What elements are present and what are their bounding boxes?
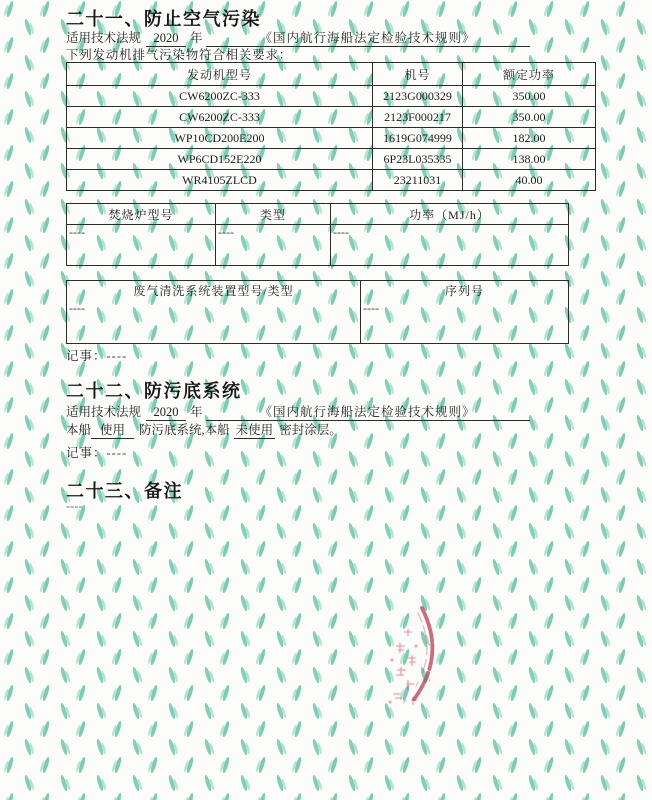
header-incinerator-type: 类型	[216, 204, 331, 225]
table-row	[67, 107, 596, 128]
stamp-ring-arc-echo	[399, 613, 427, 708]
exhaust-cleaning-table	[66, 280, 569, 344]
cell-incinerator-power: ----	[331, 225, 569, 266]
cell-engine-number: 1619G074999	[373, 128, 463, 149]
law-name: 《国内航行海船法定检验技术规则》	[206, 402, 530, 421]
table-header-row	[67, 204, 569, 225]
cell-engine-number: 6P23L035335	[373, 149, 463, 170]
cell-engine-model: WP6CD152E220	[67, 149, 373, 170]
law-year: 2020	[146, 405, 186, 421]
incinerator-table	[66, 203, 569, 266]
cell-rated-power: 350.00	[463, 107, 596, 128]
cell-engine-model: CW6200ZC-333	[67, 86, 373, 107]
statement-used: 使用	[91, 420, 134, 439]
header-engine-number: 机号	[373, 63, 463, 86]
antifouling-statement	[66, 420, 342, 439]
red-seal-stamp	[378, 602, 458, 737]
cell-egcs-serial: ----	[361, 301, 569, 344]
cell-egcs-model: ----	[67, 301, 361, 344]
statement-part: 密封涂层。	[279, 423, 342, 437]
cell-rated-power: 40.00	[463, 170, 596, 191]
table-row	[67, 301, 569, 344]
header-engine-model: 发动机型号	[67, 63, 373, 86]
section-21-title: 二十一、防止空气污染	[66, 9, 261, 29]
section-23-remarks-value: ----	[66, 499, 83, 513]
table-row	[67, 170, 596, 191]
header-rated-power: 额定功率	[463, 63, 596, 86]
header-egcs-model: 废气清洗系统装置型号/类型	[67, 281, 361, 301]
law-year: 2020	[146, 31, 186, 47]
cell-engine-number: 23211031	[373, 170, 463, 191]
notes-value: ----	[106, 349, 128, 363]
section-22-notes	[66, 443, 127, 461]
section-23-title: 二十三、备注	[66, 481, 183, 501]
section-21-notes	[66, 346, 127, 364]
cell-engine-model: WP10CD200E200	[67, 128, 373, 149]
statement-part: 本船	[66, 423, 92, 437]
cell-engine-model: CW6200ZC-333	[67, 107, 373, 128]
notes-label: 记事：	[66, 446, 107, 460]
engine-emission-table	[66, 62, 596, 191]
header-egcs-serial: 序列号	[361, 281, 569, 301]
table-header-row	[67, 281, 569, 301]
notes-value: ----	[106, 446, 128, 460]
section-22-law-line	[66, 402, 530, 421]
cell-engine-number: 2123F000217	[373, 107, 463, 128]
engine-requirement-intro: 下列发动机排气污染物符合相关要求：	[66, 48, 293, 62]
year-word: 年	[190, 405, 203, 419]
header-incinerator-model: 焚烧炉型号	[67, 204, 216, 225]
cell-engine-model: WR4105ZLCD	[67, 170, 373, 191]
statement-not-used: 未使用	[234, 420, 276, 439]
statement-part: 防污底系统,本船	[139, 423, 230, 437]
stamp-ring-arc	[402, 608, 432, 714]
stamp-character-marks	[389, 629, 417, 705]
notes-label: 记事：	[66, 349, 107, 363]
table-row	[67, 225, 569, 266]
year-word: 年	[190, 31, 203, 45]
cell-rated-power: 138.00	[463, 149, 596, 170]
law-name: 《国内航行海船法定检验技术规则》	[206, 28, 530, 47]
table-row	[67, 128, 596, 149]
cell-incinerator-type: ----	[216, 225, 331, 266]
header-incinerator-power: 功率（MJ/h）	[331, 204, 569, 225]
table-header-row	[67, 63, 596, 86]
cell-incinerator-model: ----	[67, 225, 216, 266]
table-row	[67, 86, 596, 107]
cell-engine-number: 2123G000329	[373, 86, 463, 107]
cell-rated-power: 182.00	[463, 128, 596, 149]
section-22-title: 二十二、防污底系统	[66, 381, 242, 401]
law-label: 适用技术法规	[66, 405, 142, 419]
cell-rated-power: 350.00	[463, 86, 596, 107]
table-row	[67, 149, 596, 170]
law-label: 适用技术法规	[66, 31, 142, 45]
